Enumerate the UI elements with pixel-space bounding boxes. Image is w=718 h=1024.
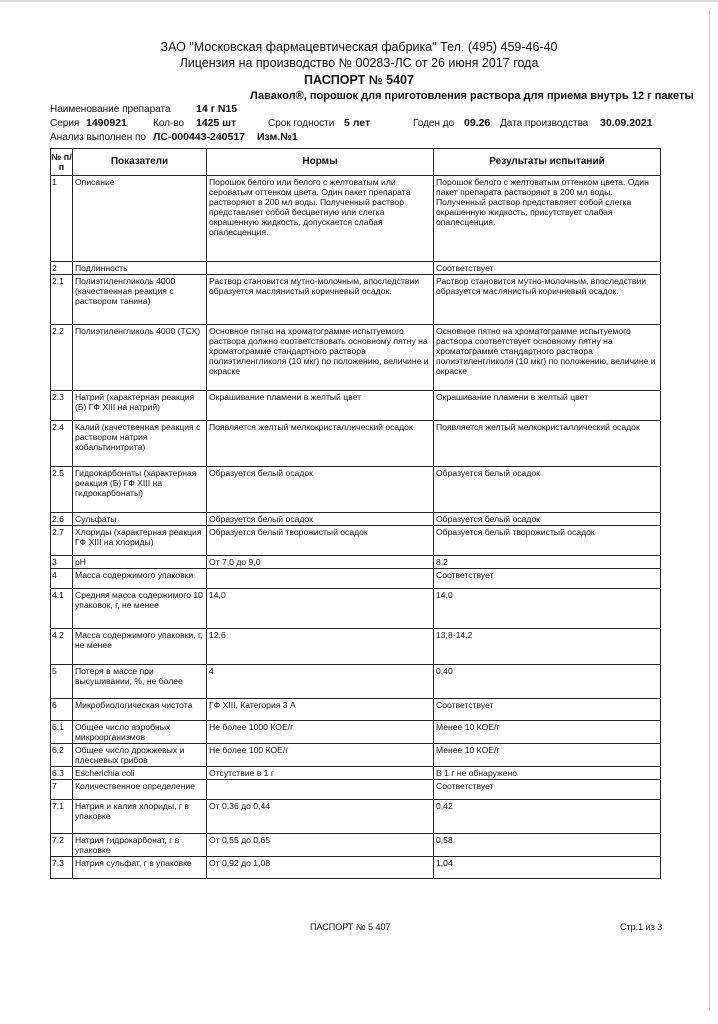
cell-norm xyxy=(207,780,434,800)
cell-indicator: Средняя масса содержимого 10 упаковок, г, не менее xyxy=(73,589,207,629)
cell-indicator: Гидрокарбонаты (характерная реакция (Б) ГФ XIII на гидрокарбонаты) xyxy=(73,467,207,513)
cell-number: 7 xyxy=(51,780,73,800)
cell-result: 0,42 xyxy=(434,800,661,834)
cell-norm: Отсутствие в 1 г xyxy=(207,767,434,780)
valid-label: Годен до xyxy=(413,118,455,129)
cell-norm: Образуется белый осадок xyxy=(207,513,434,526)
cell-indicator: Escherichia coli xyxy=(73,767,207,780)
cell-norm: Образуется белый осадок xyxy=(207,467,434,513)
cell-norm xyxy=(207,569,434,589)
shelf-value: 5 лет xyxy=(344,117,371,129)
cell-result: Менее 10 КОЕ/г xyxy=(434,721,661,744)
cell-indicator: Натрия сульфат, г в упаковке xyxy=(73,857,207,879)
cell-result: Менее 10 КОЕ/г xyxy=(434,744,661,767)
col-header-indicators: Показатели xyxy=(73,149,207,176)
table-row xyxy=(51,262,661,275)
cell-result: Раствор становится мутно-молочным, впоследствии образуется маслянистый коричневый осадок. xyxy=(434,275,661,325)
cell-result: Образуется белый осадок xyxy=(434,513,661,526)
table-row xyxy=(51,391,661,421)
license-line: Лицензия на производство № 00283-ЛС от 26 июня 2017 года xyxy=(179,56,539,70)
cell-number: 6.3 xyxy=(51,767,73,780)
cell-number: 4.2 xyxy=(51,629,73,665)
cell-indicator: Описание xyxy=(73,176,207,262)
cell-indicator: Натрия и калия хлориды, г в упаковке xyxy=(73,800,207,834)
cell-result: Соответствует xyxy=(434,569,661,589)
cell-indicator: Потеря в массе при высушивании, %, не более xyxy=(73,665,207,699)
table-row xyxy=(51,780,661,800)
cell-indicator: Масса содержимого упаковки xyxy=(73,569,207,589)
cell-result: Появляется желтый мелкокристаллический осадок xyxy=(434,421,661,467)
name-label: Наименование препарата xyxy=(50,104,171,115)
cell-norm: Появляется желтый мелкокристаллический осадок xyxy=(207,421,434,467)
cell-number: 3 xyxy=(51,556,73,569)
cell-norm: Окрашивание пламени в желтый цвет xyxy=(207,391,434,421)
product-line: Лавакол®, порошок для приготовления раствора для приема внутрь 12 г пакеты xyxy=(250,90,694,102)
cell-number: 6.1 xyxy=(51,721,73,744)
table-row xyxy=(51,325,661,391)
cell-number: 2 xyxy=(51,262,73,275)
cell-indicator: Подлинность xyxy=(73,262,207,275)
cell-result: Соответствует xyxy=(434,262,661,275)
series-value: 1490921 xyxy=(86,117,127,129)
cell-indicator: Полиэтиленгликоль 4000 (ТСХ) xyxy=(73,325,207,391)
cell-norm: Раствор становится мутно-молочным, впоследствии образуется маслянистый коричневый осадок. xyxy=(207,275,434,325)
shelf-label: Срок годности xyxy=(268,118,335,129)
cell-indicator: Натрий (характерная реакция (Б) ГФ XIII на натрий) xyxy=(73,391,207,421)
valid-value: 09.26 xyxy=(464,117,491,129)
cell-result: В 1 г не обнаружено xyxy=(434,767,661,780)
cell-indicator: Количественное определение xyxy=(73,780,207,800)
cell-number: 2.5 xyxy=(51,467,73,513)
footer-passport-number: ПАСПОРТ № 5 407 xyxy=(310,922,391,932)
cell-norm: От 7,0 до 9,0 xyxy=(207,556,434,569)
cell-number: 7.1 xyxy=(51,800,73,834)
table-row xyxy=(51,721,661,744)
cell-number: 7.3 xyxy=(51,857,73,879)
cell-indicator: Калий (качественная реакция с раствором натрия кобальтинитрита) xyxy=(73,421,207,467)
cell-indicator: pH xyxy=(73,556,207,569)
cell-result: Образуется белый творожистый осадок xyxy=(434,526,661,556)
series-label: Серия xyxy=(50,118,80,129)
cell-number: 2.7 xyxy=(51,526,73,556)
cell-norm: Образуется белый творожистый осадок xyxy=(207,526,434,556)
cell-result: 14,0 xyxy=(434,589,661,629)
company-line: ЗАО "Московская фармацевтическая фабрика" Тел. (495) 459-46-40 xyxy=(160,40,558,54)
cell-number: 6 xyxy=(51,699,73,721)
col-header-number: № п/п xyxy=(51,149,73,176)
table-header-row xyxy=(51,149,661,176)
cell-result: 0,40 xyxy=(434,665,661,699)
cell-number: 7.2 xyxy=(51,834,73,857)
col-header-results: Результаты испытаний xyxy=(434,149,661,176)
analysis-value: ЛС-000443-240517 xyxy=(153,131,246,143)
qty-label: Кол-во xyxy=(153,118,185,129)
analysis-rev: Изм.№1 xyxy=(257,131,298,143)
analysis-label: Анализ выполнен по xyxy=(50,132,146,143)
cell-norm xyxy=(207,262,434,275)
cell-indicator: Масса содержимого упаковки, г, не менее xyxy=(73,629,207,665)
cell-number: 2.6 xyxy=(51,513,73,526)
cell-result: Окрашивание пламени в желтый цвет xyxy=(434,391,661,421)
cell-result: Соответствует xyxy=(434,699,661,721)
cell-number: 6.2 xyxy=(51,744,73,767)
cell-norm: От 0,55 до 0,65 xyxy=(207,834,434,857)
passport-title: ПАСПОРТ № 5407 xyxy=(304,73,414,87)
table-row xyxy=(51,467,661,513)
cell-indicator: Общее число дрожжевых и плесневых грибов xyxy=(73,744,207,767)
cell-result: 8,2 xyxy=(434,556,661,569)
table-row xyxy=(51,275,661,325)
scan-edge-right xyxy=(709,10,710,1010)
cell-indicator: Общее число аэробных микроорганизмов xyxy=(73,721,207,744)
cell-number: 2.3 xyxy=(51,391,73,421)
cell-result: Порошок белого с желтоватым оттенком цвета. Один пакет препарата растворяют в 200 мл воды. Полученный раствор представляет собой слегка окрашенную жидкость, присутствует слабая опалесценция. xyxy=(434,176,661,262)
cell-result: Образуется белый осадок xyxy=(434,467,661,513)
table-row xyxy=(51,526,661,556)
cell-result: 13,8-14,2 xyxy=(434,629,661,665)
cell-result: Соответствует xyxy=(434,780,661,800)
cell-indicator: Хлориды (характерная реакция ГФ XIII на хлориды) xyxy=(73,526,207,556)
prod-date-label: Дата производства xyxy=(500,118,589,129)
table-row xyxy=(51,569,661,589)
cell-result: 1,04 xyxy=(434,857,661,879)
table-row xyxy=(51,800,661,834)
cell-norm: Не более 100 КОЕ/г xyxy=(207,744,434,767)
cell-norm: Не более 1000 КОЕ/г xyxy=(207,721,434,744)
test-results-table xyxy=(50,148,661,879)
cell-norm: Основное пятно на хроматограмме испытуемого раствора должно соответствовать основному пятну на хроматограмме стандартного раствора полиэтиленгликоля (10 мкг) по положению, величине и окраске xyxy=(207,325,434,391)
table-row xyxy=(51,629,661,665)
table-row xyxy=(51,513,661,526)
table-row xyxy=(51,421,661,467)
cell-number: 5 xyxy=(51,665,73,699)
cell-indicator: Натрия гидрокарбонат, г в упаковке xyxy=(73,834,207,857)
cell-norm: ГФ XIII, Категория 3 А xyxy=(207,699,434,721)
table-row xyxy=(51,176,661,262)
col-header-norms: Нормы xyxy=(207,149,434,176)
cell-norm: 4 xyxy=(207,665,434,699)
cell-norm: От 0,36 до 0,44 xyxy=(207,800,434,834)
table-row xyxy=(51,834,661,857)
table-row xyxy=(51,699,661,721)
table-row xyxy=(51,556,661,569)
table-row xyxy=(51,744,661,767)
cell-norm: От 0,92 до 1,08 xyxy=(207,857,434,879)
footer-page-number: Стр.1 из 3 xyxy=(620,922,663,932)
cell-number: 2.2 xyxy=(51,325,73,391)
cell-number: 1 xyxy=(51,176,73,262)
cell-indicator: Микробиологическая чистота xyxy=(73,699,207,721)
cell-indicator: Сульфаты xyxy=(73,513,207,526)
scan-edge-top xyxy=(0,0,718,2)
name-value: 14 г N15 xyxy=(196,103,238,115)
cell-number: 2.4 xyxy=(51,421,73,467)
table-row xyxy=(51,857,661,879)
table-row xyxy=(51,665,661,699)
cell-norm: Порошок белого или белого с желтоватым или сероватым оттенком цвета. Один пакет препарата растворяют в 200 мл воды. Полученный раствор представляет собой бесцветную или слегка окрашенную жидкость, допускается слабая опалесценция. xyxy=(207,176,434,262)
cell-indicator: Полиэтиленгликоль 4000 (качественная реакция с раствором танина) xyxy=(73,275,207,325)
cell-number: 2.1 xyxy=(51,275,73,325)
cell-norm: 14,0 xyxy=(207,589,434,629)
cell-number: 4 xyxy=(51,569,73,589)
cell-result: 0,58 xyxy=(434,834,661,857)
cell-result: Основное пятно на хроматограмме испытуемого раствора соответствует основному пятну на хроматограмме стандартного раствора полиэтиленгликоля (10 мкг) по положению, величине и окраске xyxy=(434,325,661,391)
table-row xyxy=(51,589,661,629)
cell-norm: 12,6 xyxy=(207,629,434,665)
table-row xyxy=(51,767,661,780)
cell-number: 4.1 xyxy=(51,589,73,629)
prod-date-value: 30.09.2021 xyxy=(600,117,653,129)
qty-value: 1425 шт xyxy=(196,117,237,129)
